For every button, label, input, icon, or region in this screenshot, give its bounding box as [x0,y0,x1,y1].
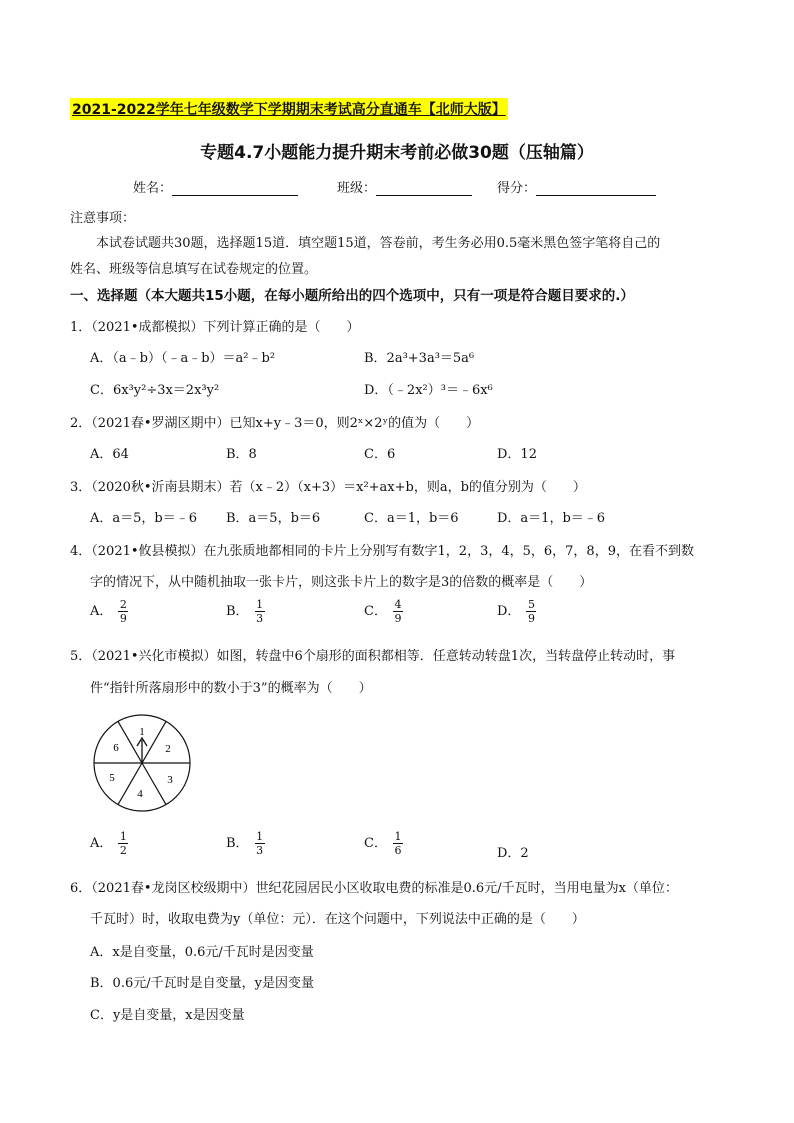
question-3-option-a: A．a＝5，b＝﹣6 [90,511,198,526]
numerator: 1 [256,830,264,843]
fraction [255,598,265,625]
fraction [255,830,265,857]
option-label: A． [90,836,113,851]
question-4-stem-line-1: 4．（2021•攸县模拟）在九张质地都相同的卡片上分别写有数字1，2，3，4，5，6，7，8，9，在看不到数 [70,544,694,559]
spinner-divider [142,763,166,805]
question-5-option-d: D．2 [497,846,529,861]
series-banner: 2021-2022学年七年级数学下学期期末考试高分直通车【北师大版】 [70,98,508,120]
notice-line-1: 本试卷试题共30题，选择题15道．填空题15道，答卷前，考生务必用0.5毫米黑色签字笔将自己的 [96,236,661,251]
page-title: 专题4.7小题能力提升期末考前必做30题（压轴篇） [200,143,594,163]
question-6-stem-line-1: 6．（2021春•龙岗区校级期中）世纪花园居民小区收取电费的标准是0.6元/千瓦时，当用电量为x（单位： [70,881,678,896]
fraction [393,598,403,625]
denominator: 9 [527,612,535,625]
name-field [133,177,298,196]
score-blank [536,181,656,196]
numerator: 1 [394,830,402,843]
numerator: 1 [119,830,127,843]
numerator: 4 [394,598,402,611]
question-4-option-a [90,598,128,625]
question-2-option-c: C．6 [364,447,396,462]
notice-heading: 注意事项： [70,211,136,226]
name-label: 姓名： [133,181,173,196]
question-3-option-b: B．a＝5，b＝6 [226,511,321,526]
numerator: 1 [256,598,264,611]
question-2-stem: 2．（2021春•罗湖区期中）已知x+y﹣3＝0，则2ˣ×2ʸ的值为（ ） [70,416,480,431]
spinner-number: 2 [165,743,171,755]
denominator: 3 [256,844,264,857]
question-2-option-d: D．12 [497,447,537,462]
question-6-option-b: B．0.6元/千瓦时是自变量，y是因变量 [90,976,314,991]
question-2-option-a: A．64 [90,447,129,462]
question-6-stem-line-2: 千瓦时）时，收取电费为y（单位：元）．在这个问题中，下列说法中正确的是（ ） [90,912,585,927]
question-5-option-c [364,830,403,857]
spinner-number: 4 [137,788,143,800]
option-label: D． [497,604,521,619]
denominator: 9 [394,612,402,625]
spinner-number: 6 [113,742,119,754]
question-5-stem-line-1: 5．（2021•兴化市模拟）如图，转盘中6个扇形的面积都相等．任意转动转盘1次，当转盘停止转动时，事 [70,649,676,664]
question-4-stem-line-2: 字的情况下，从中随机抽取一张卡片，则这张卡片上的数字是3的倍数的概率是（ ） [90,575,593,590]
class-field [337,177,472,196]
option-label: B． [226,604,249,619]
question-3-stem: 3．（2020秋•沂南县期末）若（x﹣2）（x+3）＝x²+ax+b，则a，b的值分别为（ ） [70,480,586,495]
name-blank [172,181,298,196]
spinner-number: 1 [139,726,145,738]
spinner-diagram [92,713,192,813]
question-6-option-a: A．x是自变量，0.6元/千瓦时是因变量 [90,945,314,960]
denominator: 6 [394,844,402,857]
question-5-option-b [226,830,265,857]
question-5-stem-line-2: 件“指针所落扇形中的数小于3”的概率为（ ） [90,681,372,696]
notice-line-2: 姓名、班级等信息填写在试卷规定的位置。 [70,262,318,277]
question-1-option-b: B．2a³+3a³＝5a⁶ [364,351,475,366]
class-blank [376,181,472,196]
denominator: 2 [119,844,127,857]
denominator: 9 [119,612,127,625]
question-1-option-a: A．（a﹣b）（﹣a﹣b）＝a²﹣b² [90,351,276,366]
question-1-option-c: C．6x³y²÷3x＝2x³y² [90,383,220,398]
option-label: A． [90,604,113,619]
spinner-number: 3 [167,774,173,786]
question-3-option-c: C．a＝1，b＝6 [364,511,459,526]
question-4-option-d [497,598,536,625]
question-4-option-b [226,598,265,625]
question-1-stem: 1．（2021•成都模拟）下列计算正确的是（ ） [70,320,360,335]
question-6-option-c: C．y是自变量，x是因变量 [90,1008,245,1023]
class-label: 班级： [337,181,377,196]
question-3-option-d: D．a＝1，b＝﹣6 [497,511,606,526]
spinner-divider [142,721,166,763]
question-1-option-d: D．（﹣2x²）³＝﹣6x⁶ [364,383,493,398]
fraction [393,830,403,857]
question-5-option-a [90,830,128,857]
fraction [118,830,128,857]
question-4-option-c [364,598,403,625]
fraction [526,598,536,625]
section-heading: 一、选择题（本大题共15小题，在每小题所给出的四个选项中，只有一项是符合题目要求的.） [70,288,634,304]
fraction [118,598,128,625]
question-2-option-b: B．8 [226,447,257,462]
denominator: 3 [256,612,264,625]
score-label: 得分： [497,181,537,196]
spinner-number: 5 [109,772,115,784]
option-label: C． [364,604,387,619]
numerator: 2 [119,598,127,611]
numerator: 5 [527,598,535,611]
option-label: C． [364,836,387,851]
option-label: B． [226,836,249,851]
score-field [497,177,656,196]
